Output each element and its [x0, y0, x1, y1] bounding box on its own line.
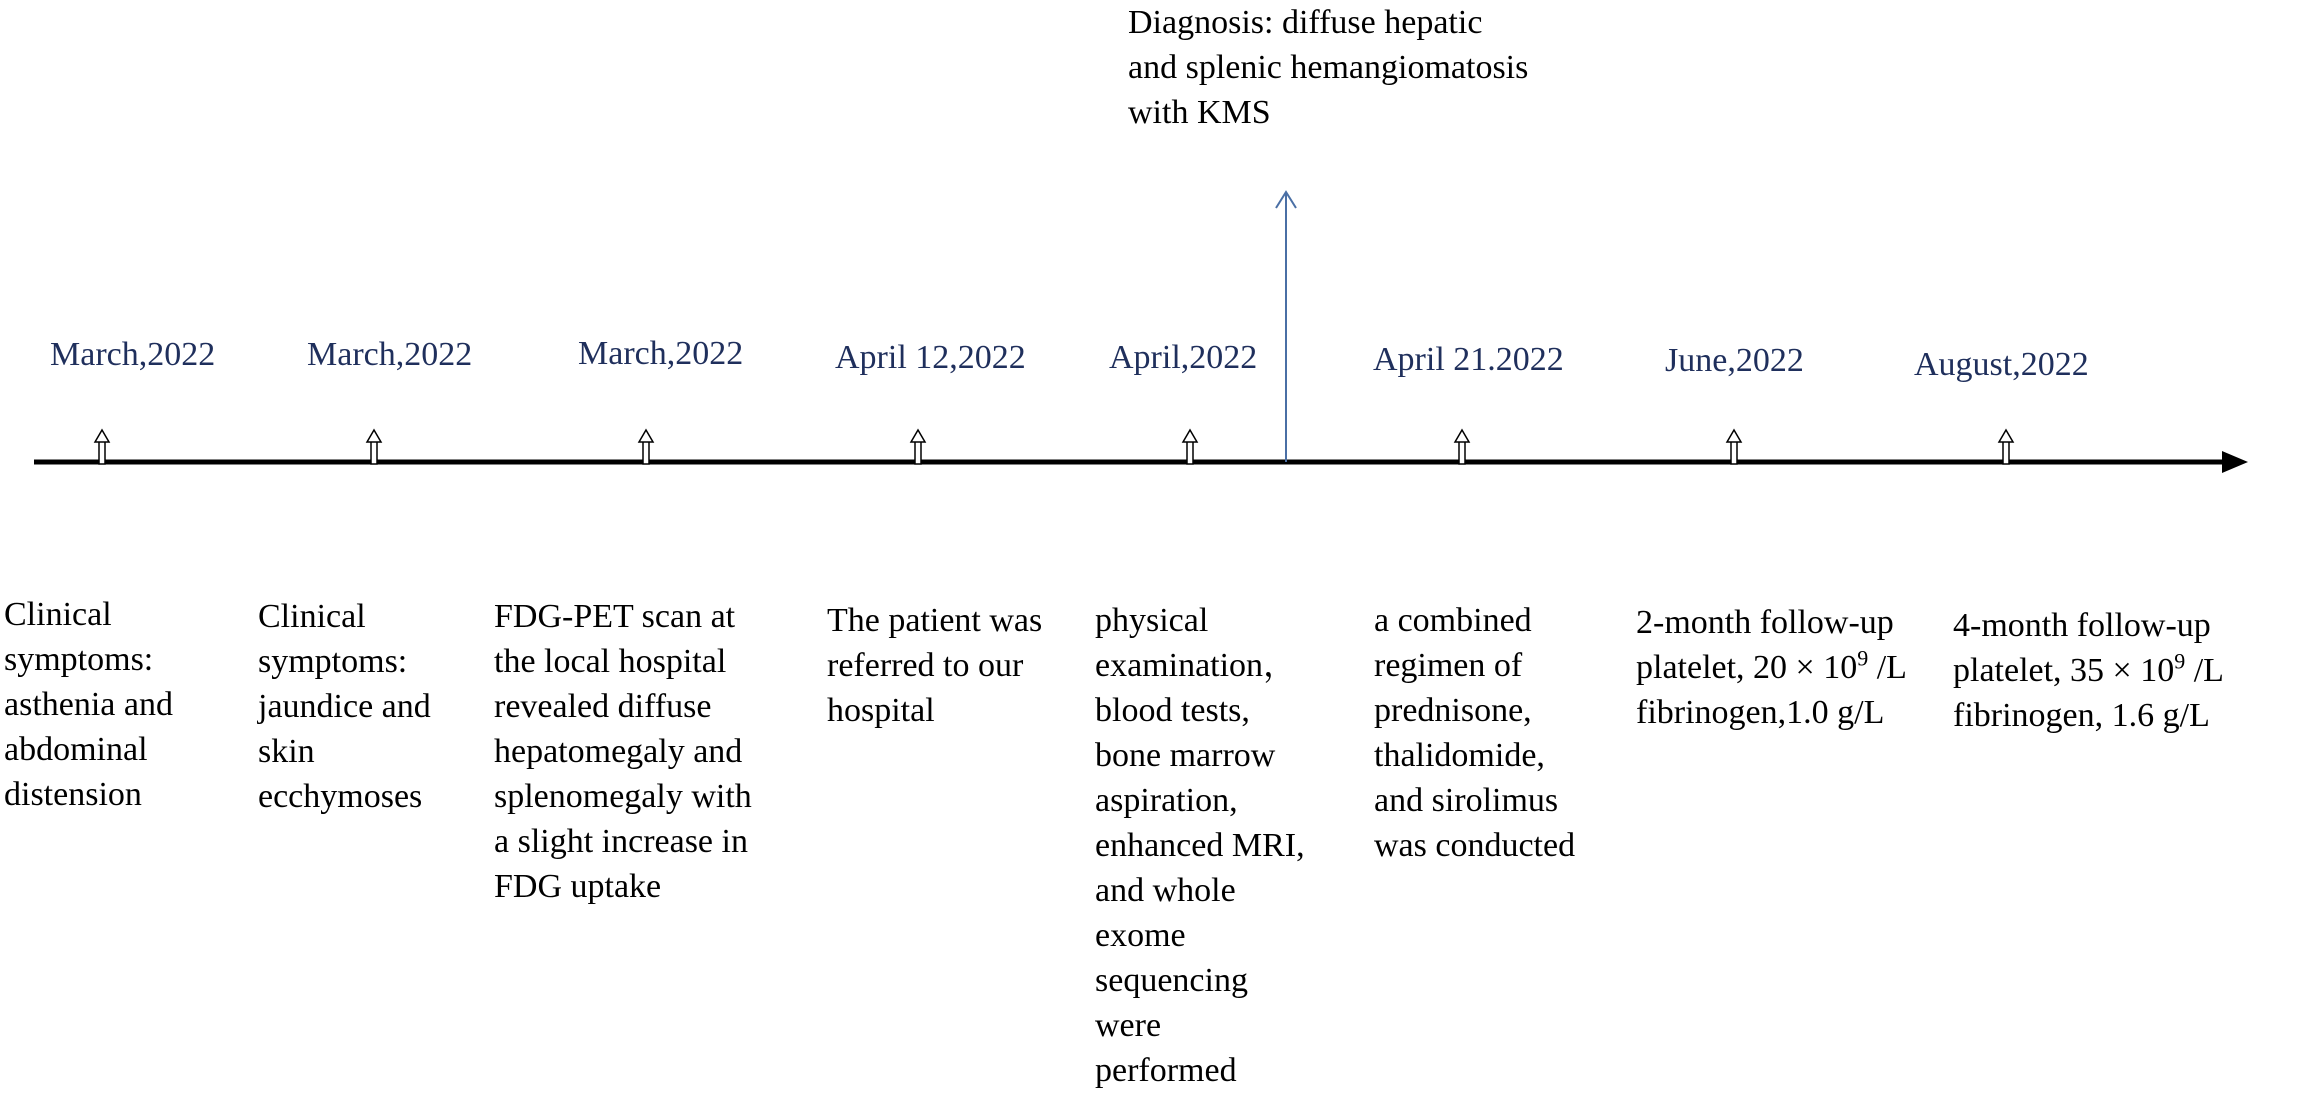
date-label-6: April 21.2022	[1373, 341, 1564, 378]
event-7-line-3: fibrinogen,1.0 g/L	[1636, 694, 1885, 731]
event-8-platelet-unit: /L	[2185, 652, 2224, 689]
tick-marker-4	[911, 430, 925, 464]
event-text-3: FDG-PET scan at the local hospital revealed diffuse hepatomegaly and splenomegaly with a slight increase in FDG uptake	[494, 598, 752, 905]
event-text-2: Clinical symptoms: jaundice and skin ecchymoses	[258, 598, 431, 815]
tick-marker-8	[1999, 430, 2013, 464]
timeline-axis-arrowhead	[2222, 451, 2248, 473]
event-7-line-1: 2-month follow-up	[1636, 604, 1894, 641]
event-8-line-1: 4-month follow-up	[1953, 607, 2211, 644]
tick-marker-2	[367, 430, 381, 464]
event-8-platelet-prefix: platelet, 35 × 10	[1953, 652, 2175, 689]
event-text-7	[1636, 600, 1907, 735]
tick-marker-5	[1183, 430, 1197, 464]
event-text-6: a combined regimen of prednisone, thalidomide, and sirolimus was conducted	[1374, 602, 1576, 864]
event-8-line-2	[1953, 648, 2224, 693]
date-label-8: August,2022	[1914, 346, 2089, 383]
event-7-line-2	[1636, 645, 1907, 690]
tick-marker-3	[639, 430, 653, 464]
date-label-3: March,2022	[578, 335, 744, 372]
date-label-7: June,2022	[1665, 342, 1804, 379]
diagnosis-label: Diagnosis: diffuse hepatic and splenic hemangiomatosis with KMS	[1128, 4, 1529, 131]
date-label-1: March,2022	[50, 336, 216, 373]
event-8-exponent: 9	[2174, 648, 2186, 674]
tick-marker-7	[1727, 430, 1741, 464]
event-7-exponent: 9	[1857, 645, 1869, 671]
date-label-4: April 12,2022	[835, 339, 1026, 376]
date-label-5: April,2022	[1109, 339, 1258, 376]
event-7-platelet-prefix: platelet, 20 × 10	[1636, 649, 1858, 686]
event-text-1: Clinical symptoms: asthenia and abdominal distension	[4, 596, 173, 813]
event-text-8	[1953, 603, 2224, 738]
tick-marker-6	[1455, 430, 1469, 464]
date-label-2: March,2022	[307, 336, 473, 373]
event-text-5: physical examination， blood tests, bone marrow aspiration, enhanced MRI, and whole exome sequencing were performed	[1095, 602, 1305, 1089]
event-7-platelet-unit: /L	[1868, 649, 1907, 686]
tick-marker-1	[95, 430, 109, 464]
event-text-4: The patient was referred to our hospital	[827, 602, 1043, 729]
event-8-line-3: fibrinogen, 1.6 g/L	[1953, 697, 2210, 734]
